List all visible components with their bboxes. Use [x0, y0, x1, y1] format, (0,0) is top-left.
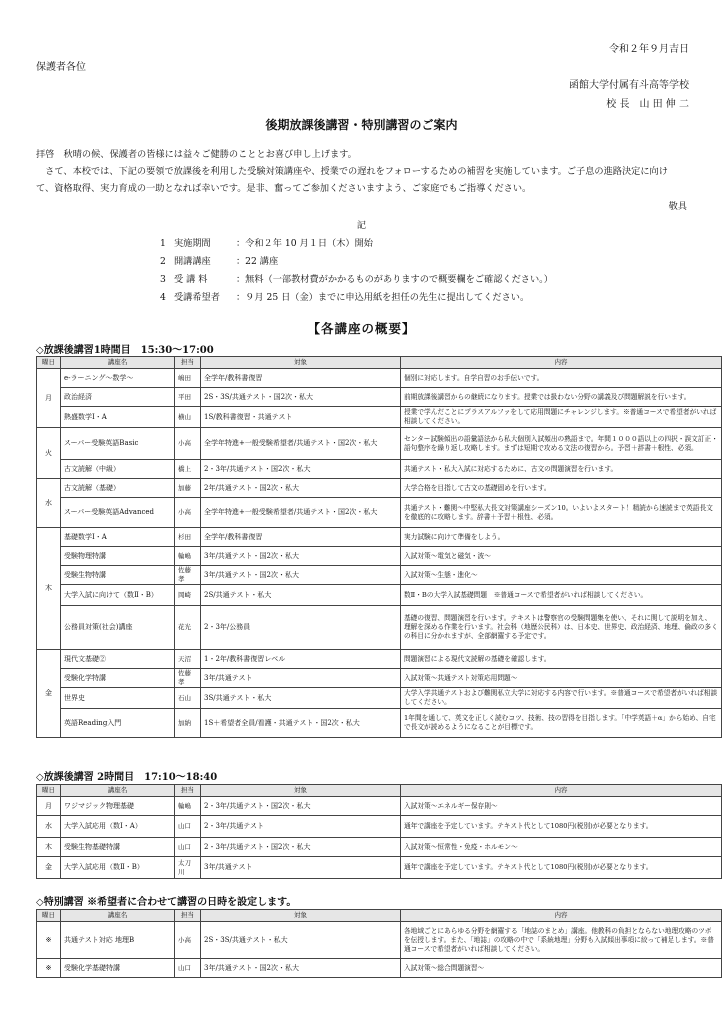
teacher-cell: 佐藤孝 — [175, 566, 201, 585]
course-name-cell: 熱盛数学Ⅰ・A — [61, 407, 175, 428]
course-row — [37, 650, 722, 669]
target-cell: 全学年/教科書復習 — [201, 528, 401, 547]
target-cell: 1S＋希望者全員/看護・共通テスト・国2次・私大 — [201, 709, 401, 738]
target-cell: 2・3年/公務員 — [201, 606, 401, 650]
day-cell: 月 — [37, 797, 61, 816]
course-name-cell: 英語Reading入門 — [61, 709, 175, 738]
content-cell: 1年間を通して、英文を正しく読むコツ、技術、技の習得を目指します。「中学英語＋α」から始め、自宅で長文が読めるようになることが目標です。 — [401, 709, 722, 738]
content-cell: 入試対策～電気と磁気・波～ — [401, 547, 722, 566]
col-target: 対象 — [201, 357, 401, 369]
course-row — [37, 606, 722, 650]
content-cell: 入試対策～総合問題演習～ — [401, 959, 722, 978]
course-name-cell: 公務員対策(社会)講座 — [61, 606, 175, 650]
course-name-cell: 受験物理特講 — [61, 547, 175, 566]
teacher-cell: 横山 — [175, 407, 201, 428]
detail-value: ：22 講座 — [236, 256, 279, 267]
section2-heading: ◇放課後講習 2時間目 17:10～18:40 — [36, 772, 218, 783]
col-course: 講座名 — [61, 357, 175, 369]
target-cell: 3年/共通テスト・国2次・私大 — [201, 547, 401, 566]
section1-heading: ◇放課後講習1時間目 15:30～17:00 — [36, 345, 214, 356]
detail-value: ：令和２年 10 月１日（木）開始 — [236, 238, 373, 249]
col-teacher: 担当 — [175, 785, 201, 797]
detail-key: 開講講座 — [174, 256, 211, 267]
course-row — [37, 585, 722, 606]
detail-value: ：９月 25 日（金）までに申込用紙を担任の先生に提出してください。 — [236, 292, 530, 303]
content-cell: 大学入学共通テストおよび難関私立大学に対応する内容で行います。※普通コースで希望者がいれば相談してください。 — [401, 688, 722, 709]
course-name-cell: 受験生物特講 — [61, 566, 175, 585]
detail-no: 1 — [160, 238, 166, 249]
target-cell: 2S/共通テスト・私大 — [201, 585, 401, 606]
day-cell: 火 — [37, 428, 61, 479]
course-row — [37, 498, 722, 528]
section3-heading: ◇特別講習 ※希望者に合わせて講習の日時を設定します。 — [36, 897, 297, 908]
course-row — [37, 388, 722, 407]
course-row — [37, 838, 722, 857]
intro-body: さて、本校では、下記の要領で放課後を利用した受験対策講座や、授業での遅れをフォローするための補習を実施しています。ご子息の進路決定に向けて、資格取得、実力育成の一助となれば幸いです。是非、奮ってご参加くださいますよう、ご家庭でもご指導ください。 — [36, 166, 668, 194]
target-cell: 3年/共通テスト・国2次・私大 — [201, 959, 401, 978]
course-row — [37, 709, 722, 738]
teacher-cell: 小高 — [175, 428, 201, 460]
content-cell: 授業で学んだことにプラスアルファをして応用問題にチャレンジします。※普通コースで希望者がいれば相談してください。 — [401, 407, 722, 428]
content-cell: 入試対策～恒常性・免疫・ホルモン～ — [401, 838, 722, 857]
recipient: 保護者各位 — [36, 62, 86, 73]
teacher-cell: 天沼 — [175, 650, 201, 669]
course-row — [37, 688, 722, 709]
content-cell: 個別に対応します。自学自習のお手伝いです。 — [401, 369, 722, 388]
day-cell: 水 — [37, 816, 61, 838]
sender-block — [569, 76, 689, 114]
teacher-cell: 山口 — [175, 816, 201, 838]
target-cell: 2年/共通テスト・国2次・私大 — [201, 479, 401, 498]
course-name-cell: スーパー受験英語Advanced — [61, 498, 175, 528]
target-cell: 2・3年/共通テスト・国2次・私大 — [201, 460, 401, 479]
course-name-cell: 現代文基礎② — [61, 650, 175, 669]
detail-no: 3 — [160, 274, 166, 285]
course-name-cell: 基礎数学Ⅰ・A — [61, 528, 175, 547]
content-cell: 前期放課後講習からの継続になります。授業では扱わない分野の講義及び問題解説を行います。 — [401, 388, 722, 407]
course-name-cell: 古文読解（基礎） — [61, 479, 175, 498]
target-cell: 1S/教科書復習・共通テスト — [201, 407, 401, 428]
course-row — [37, 369, 722, 388]
content-cell: 実力試験に向けて準備をしよう。 — [401, 528, 722, 547]
detail-key: 受 講 料 — [174, 274, 208, 285]
course-name-cell: 世界史 — [61, 688, 175, 709]
course-row — [37, 407, 722, 428]
course-name-cell: 古文読解（中級） — [61, 460, 175, 479]
day-cell: ※ — [37, 959, 61, 978]
course-row — [37, 857, 722, 879]
table-header-row — [37, 910, 722, 922]
day-cell: 木 — [37, 838, 61, 857]
details-list — [160, 235, 553, 307]
course-name-cell: 受験化学基礎特講 — [61, 959, 175, 978]
teacher-cell: 杉田 — [175, 528, 201, 547]
day-cell: ※ — [37, 922, 61, 959]
teacher-cell: 太刀川 — [175, 857, 201, 879]
content-cell: 通年で講座を予定しています。テキスト代として1080円(税別)が必要となります。 — [401, 857, 722, 879]
closing: 敬具 — [668, 201, 687, 212]
col-day: 曜日 — [37, 357, 61, 369]
target-cell: 3S/共通テスト・私大 — [201, 688, 401, 709]
target-cell: 全学年/教科書復習 — [201, 369, 401, 388]
course-row — [37, 922, 722, 959]
greeting: 拝啓 秋晴の候、保護者の皆様には益々ご健勝のこととお喜び申し上げます。 — [36, 149, 357, 160]
target-cell: 2・3年/共通テスト — [201, 816, 401, 838]
course-row — [37, 528, 722, 547]
ki-mark: 記 — [356, 220, 367, 231]
content-cell: 入試対策～生態・進化～ — [401, 566, 722, 585]
content-cell: 問題演習による現代文読解の基礎を確認します。 — [401, 650, 722, 669]
col-target: 対象 — [201, 785, 401, 797]
content-cell: センター試験傾出の語彙語法から私大個別入試頻出の熟語まで。年間１０００語以上の四択・誤文訂正・語句整序を繰り返し攻略します。まずは短期で攻める文法の復習から。予習＋辞書＋根性、必須。 — [401, 428, 722, 460]
principal-title: 校 長 — [606, 99, 630, 110]
detail-row — [160, 289, 553, 307]
school-name: 函館大学付属有斗高等学校 — [569, 80, 689, 91]
principal-name: 山 田 伸 二 — [639, 99, 689, 110]
course-row — [37, 669, 722, 688]
content-cell: 入試対策～エネルギー保存則～ — [401, 797, 722, 816]
issue-date: 令和２年９月吉日 — [609, 44, 689, 55]
teacher-cell: 平田 — [175, 388, 201, 407]
principal — [569, 95, 689, 114]
detail-row — [160, 253, 553, 271]
course-name-cell: 政治経済 — [61, 388, 175, 407]
content-cell: 各地域ごとにあらゆる分野を網羅する「地誌のまとめ」講座。他教科の負担とならない地理攻略のツボを伝授します。また、「地誌」の攻略の中で「系統地理」分野も入試傾出事項に絞って補足します。※普通コースで希望者がいれば相談してください。 — [401, 922, 722, 959]
target-cell: 2S・3S/共通テスト・私大 — [201, 922, 401, 959]
day-cell: 金 — [37, 650, 61, 738]
document-title: 後期放課後講習・特別講習のご案内 — [265, 118, 458, 132]
col-teacher: 担当 — [175, 357, 201, 369]
course-name-cell: スーパー受験英語Basic — [61, 428, 175, 460]
day-cell: 金 — [37, 857, 61, 879]
target-cell: 1・2年/教科書復習レベル — [201, 650, 401, 669]
course-row — [37, 959, 722, 978]
day-cell: 水 — [37, 479, 61, 528]
course-name-cell: ワジマジック物理基礎 — [61, 797, 175, 816]
detail-row — [160, 271, 553, 289]
teacher-cell: 輪嶋 — [175, 797, 201, 816]
teacher-cell: 山口 — [175, 838, 201, 857]
col-target: 対象 — [201, 910, 401, 922]
course-row — [37, 460, 722, 479]
teacher-cell: 佐藤孝 — [175, 669, 201, 688]
teacher-cell: 山口 — [175, 959, 201, 978]
col-course: 講座名 — [61, 785, 175, 797]
teacher-cell: 嶋田 — [175, 369, 201, 388]
teacher-cell: 小高 — [175, 498, 201, 528]
target-cell: 全学年特進+一般受験希望者/共通テスト・国2次・私大 — [201, 428, 401, 460]
course-name-cell: 大学入試に向けて（数Ⅱ・B） — [61, 585, 175, 606]
course-name-cell: 受験化学特講 — [61, 669, 175, 688]
target-cell: 3年/共通テスト — [201, 857, 401, 879]
table-header-row — [37, 357, 722, 369]
course-name-cell: 大学入試応用（数Ⅰ・A） — [61, 816, 175, 838]
section3-table — [36, 909, 722, 978]
teacher-cell: 橋上 — [175, 460, 201, 479]
teacher-cell: 小高 — [175, 922, 201, 959]
teacher-cell: 花光 — [175, 606, 201, 650]
target-cell: 2S・3S/共通テスト・国2次・私大 — [201, 388, 401, 407]
course-row — [37, 816, 722, 838]
target-cell: 3年/共通テスト — [201, 669, 401, 688]
col-course: 講座名 — [61, 910, 175, 922]
course-row — [37, 566, 722, 585]
teacher-cell: 加納 — [175, 709, 201, 738]
course-name-cell: e-ラーニング～数学～ — [61, 369, 175, 388]
detail-no: 2 — [160, 256, 166, 267]
detail-key: 実施期間 — [174, 238, 211, 249]
target-cell: 2・3年/共通テスト・国2次・私大 — [201, 838, 401, 857]
teacher-cell: 加藤 — [175, 479, 201, 498]
table-header-row — [37, 785, 722, 797]
teacher-cell: 石山 — [175, 688, 201, 709]
col-content: 内容 — [401, 357, 722, 369]
content-cell: 基礎の復習、問題演習を行います。テキストは警察官の受験問題集を使い、それに関して説明を加え、理解を深める作業を行います。社会科（地歴公民科）は、日本史、世界史、政治経済、地理、倫政の多くの科目に分かれますが、全部網羅する予定です。 — [401, 606, 722, 650]
course-row — [37, 479, 722, 498]
col-content: 内容 — [401, 910, 722, 922]
content-cell: 通年で講座を予定しています。テキスト代として1080円(税別)が必要となります。 — [401, 816, 722, 838]
detail-key: 受講希望者 — [174, 292, 220, 303]
content-cell: 数Ⅱ・Bの大学入試基礎問題 ※普通コースで希望者がいれば相談してください。 — [401, 585, 722, 606]
content-cell: 大学合格を目指して古文の基礎固めを行います。 — [401, 479, 722, 498]
course-row — [37, 547, 722, 566]
col-content: 内容 — [401, 785, 722, 797]
day-cell: 木 — [37, 528, 61, 650]
course-name-cell: 受験生物基礎特講 — [61, 838, 175, 857]
teacher-cell: 輪嶋 — [175, 547, 201, 566]
section1-table — [36, 356, 722, 738]
course-name-cell: 共通テスト対応 地理B — [61, 922, 175, 959]
target-cell: 全学年特進+一般受験希望者/共通テスト・国2次・私大 — [201, 498, 401, 528]
col-teacher: 担当 — [175, 910, 201, 922]
course-row — [37, 797, 722, 816]
content-cell: 入試対策～共通テスト対策応用問題～ — [401, 669, 722, 688]
detail-value: ：無料（一部教材費がかかるものがありますので概要欄をご確認ください。） — [236, 274, 553, 285]
detail-row — [160, 235, 553, 253]
overview-title: 【各講座の概要】 — [307, 321, 416, 336]
detail-no: 4 — [160, 292, 166, 303]
col-day: 曜日 — [37, 910, 61, 922]
target-cell: 3年/共通テスト・国2次・私大 — [201, 566, 401, 585]
col-day: 曜日 — [37, 785, 61, 797]
teacher-cell: 岡崎 — [175, 585, 201, 606]
section2-table — [36, 784, 722, 879]
course-row — [37, 428, 722, 460]
day-cell: 月 — [37, 369, 61, 428]
target-cell: 2・3年/共通テスト・国2次・私大 — [201, 797, 401, 816]
course-name-cell: 大学入試応用（数Ⅱ・B） — [61, 857, 175, 879]
content-cell: 共通テスト・私大入試に対応するために、古文の問題演習を行います。 — [401, 460, 722, 479]
intro — [36, 146, 686, 197]
content-cell: 共通テスト・難関～中堅私大長文対策講座シーズン10。いよいよスタート！精読から速読まで英語長文を徹底的に攻略します。辞書＋予習＋根性、必須。 — [401, 498, 722, 528]
